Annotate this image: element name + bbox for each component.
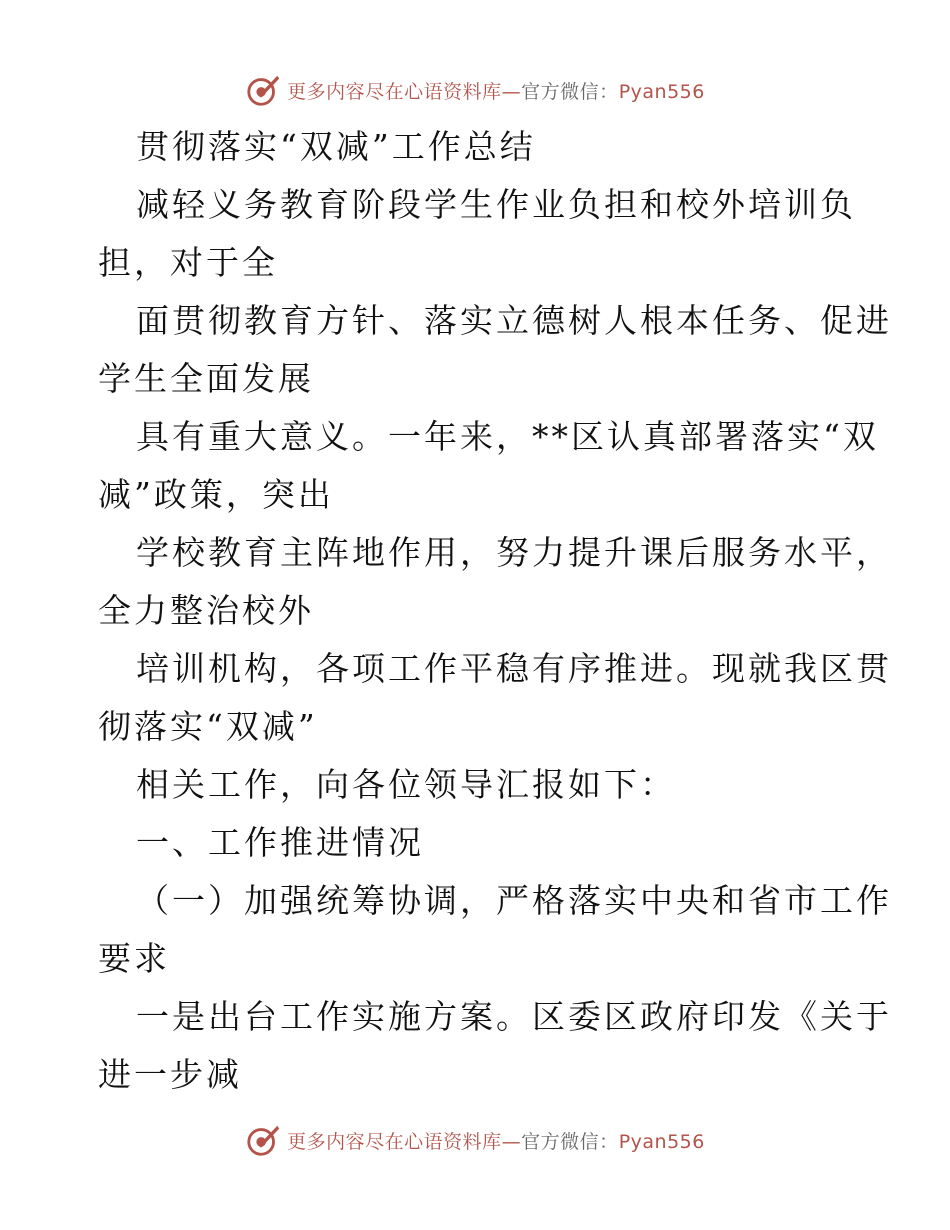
paragraph-line: 学校教育主阵地作用，努力提升课后服务水平， [136, 533, 892, 572]
paragraph-line: 培训机构，各项工作平稳有序推进。现就我区贯 [136, 649, 892, 688]
watermark-text: 更多内容尽在心语资料库—官方微信：Pyan556 [287, 1130, 705, 1153]
paragraph-line: 彻落实“双减” [98, 707, 318, 746]
paragraph-line: 减”政策，突出 [98, 475, 334, 514]
footer-watermark [0, 1120, 950, 1160]
document-body [98, 118, 892, 1104]
subsection-heading-cont: 要求 [98, 939, 170, 978]
paragraph-line: 相关工作，向各位领导汇报如下： [136, 765, 676, 804]
paragraph-line: 一是出台工作实施方案。区委区政府印发《关于 [136, 997, 892, 1036]
paragraph-line: 面贯彻教育方针、落实立德树人根本任务、促进 [136, 301, 892, 340]
paragraph-line: 担，对于全 [98, 243, 278, 282]
header-watermark [0, 70, 950, 110]
subsection-heading: （一）加强统筹协调，严格落实中央和省市工作 [136, 881, 892, 920]
quill-logo-icon [245, 1121, 283, 1159]
paragraph-line: 学生全面发展 [98, 359, 314, 398]
watermark-text: 更多内容尽在心语资料库—官方微信：Pyan556 [287, 80, 705, 103]
document-title: 贯彻落实“双减”工作总结 [136, 127, 536, 166]
paragraph-line: 具有重大意义。一年来，**区认真部署落实“双 [136, 417, 879, 456]
section-heading: 一、工作推进情况 [136, 823, 424, 862]
paragraph-line: 减轻义务教育阶段学生作业负担和校外培训负 [136, 185, 856, 224]
paragraph-line: 进一步减 [98, 1055, 242, 1094]
paragraph-line: 全力整治校外 [98, 591, 314, 630]
quill-logo-icon [245, 71, 283, 109]
